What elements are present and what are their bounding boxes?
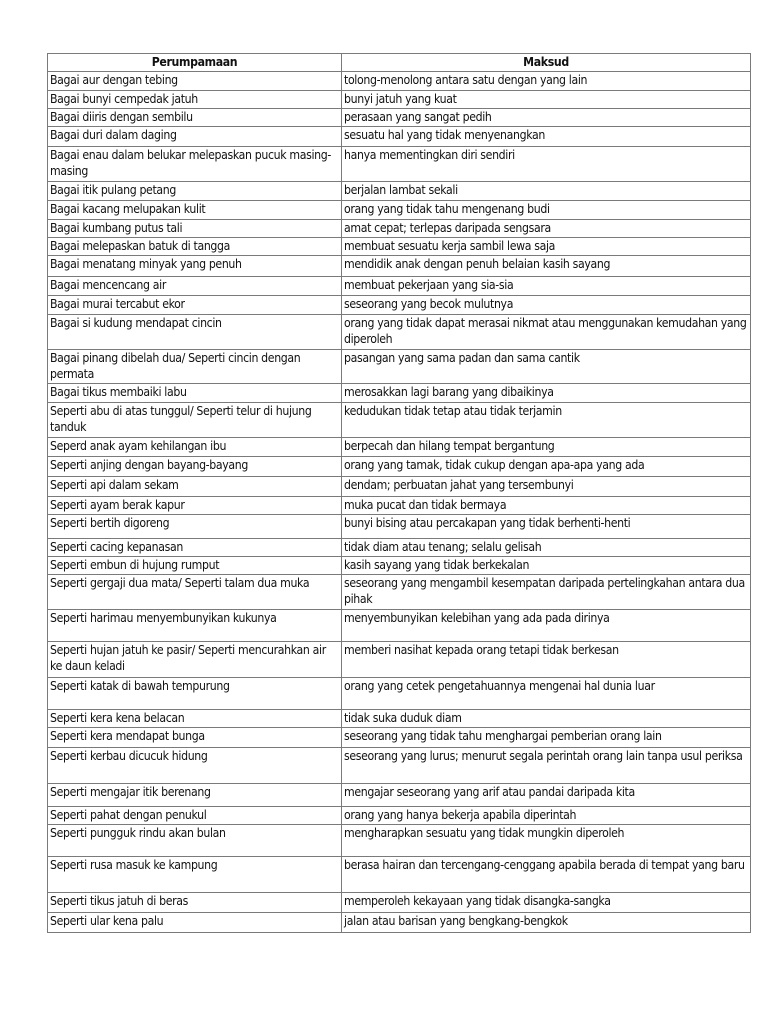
perumpamaan-cell: Seperti mengajar itik berenang (48, 784, 342, 807)
maksud-cell: seseorang yang becok mulutnya (342, 296, 751, 315)
table-row (48, 384, 751, 403)
table-row (48, 109, 751, 127)
maksud-cell: bunyi jatuh yang kuat (342, 91, 751, 109)
maksud-cell: memberi nasihat kepada orang tetapi tidak berkesan (342, 642, 751, 678)
maksud-cell: seseorang yang lurus; menurut segala perintah orang lain tanpa usul periksa (342, 748, 751, 784)
maksud-cell: menyembunyikan kelebihan yang ada pada dirinya (342, 610, 751, 642)
perumpamaan-cell: Bagai enau dalam belukar melepaskan pucuk masing-masing (48, 147, 342, 182)
perumpamaan-cell: Seperti cacing kepanasan (48, 539, 342, 557)
perumpamaan-cell: Seperti anjing dengan bayang-bayang (48, 457, 342, 477)
maksud-cell: tolong-menolong antara satu dengan yang lain (342, 72, 751, 91)
perumpamaan-cell: Seperti pahat dengan penukul (48, 807, 342, 825)
table-row (48, 557, 751, 575)
maksud-cell: amat cepat; terlepas daripada sengsara (342, 220, 751, 238)
maksud-cell: berpecah dan hilang tempat bergantung (342, 438, 751, 457)
maksud-cell: orang yang tamak, tidak cukup dengan apa-apa yang ada (342, 457, 751, 477)
perumpamaan-cell: Seperti api dalam sekam (48, 477, 342, 497)
table-row (48, 296, 751, 315)
maksud-cell: mengajar seseorang yang arif atau pandai daripada kita (342, 784, 751, 807)
perumpamaan-cell: Seperti gergaji dua mata/ Seperti talam dua muka (48, 575, 342, 610)
maksud-cell: merosakkan lagi barang yang dibaikinya (342, 384, 751, 403)
maksud-cell: memperoleh kekayaan yang tidak disangka-sangka (342, 893, 751, 913)
maksud-cell: dendam; perbuatan jahat yang tersembunyi (342, 477, 751, 497)
table-row (48, 238, 751, 256)
table-row (48, 72, 751, 91)
maksud-cell: orang yang tidak dapat merasai nikmat atau menggunakan kemudahan yang diperoleh (342, 315, 751, 350)
maksud-cell: mendidik anak dengan penuh belaian kasih sayang (342, 256, 751, 277)
maksud-cell: orang yang hanya bekerja apabila diperintah (342, 807, 751, 825)
perumpamaan-cell: Seperti tikus jatuh di beras (48, 893, 342, 913)
table-row (48, 539, 751, 557)
table-row (48, 438, 751, 457)
maksud-cell: seseorang yang mengambil kesempatan daripada pertelingkahan antara dua pihak (342, 575, 751, 610)
table-row (48, 728, 751, 748)
maksud-cell: pasangan yang sama padan dan sama cantik (342, 350, 751, 384)
maksud-cell: perasaan yang sangat pedih (342, 109, 751, 127)
perumpamaan-cell: Bagai menatang minyak yang penuh (48, 256, 342, 277)
table-row (48, 220, 751, 238)
table-row (48, 678, 751, 710)
maksud-cell: membuat pekerjaan yang sia-sia (342, 277, 751, 296)
perumpamaan-cell: Seperti ular kena palu (48, 913, 342, 933)
maksud-cell: membuat sesuatu kerja sambil lewa saja (342, 238, 751, 256)
maksud-cell: kasih sayang yang tidak berkekalan (342, 557, 751, 575)
maksud-cell: kedudukan tidak tetap atau tidak terjamin (342, 403, 751, 438)
maksud-cell: tidak suka duduk diam (342, 710, 751, 728)
table-row (48, 350, 751, 384)
table-row (48, 277, 751, 296)
perumpamaan-cell: Seperti hujan jatuh ke pasir/ Seperti mencurahkan air ke daun keladi (48, 642, 342, 678)
table-row (48, 784, 751, 807)
perumpamaan-cell: Bagai murai tercabut ekor (48, 296, 342, 315)
table-row (48, 857, 751, 893)
perumpamaan-cell: Seperti bertih digoreng (48, 515, 342, 539)
table-row (48, 497, 751, 515)
perumpamaan-cell: Bagai duri dalam daging (48, 127, 342, 147)
maksud-cell: orang yang cetek pengetahuannya mengenai hal dunia luar (342, 678, 751, 710)
table-row (48, 825, 751, 857)
table-row (48, 403, 751, 438)
perumpamaan-cell: Bagai mencencang air (48, 277, 342, 296)
perumpamaan-cell: Seperti kera kena belacan (48, 710, 342, 728)
perumpamaan-cell: Seperti ayam berak kapur (48, 497, 342, 515)
maksud-cell: bunyi bising atau percakapan yang tidak berhenti-henti (342, 515, 751, 539)
perumpamaan-cell: Bagai kumbang putus tali (48, 220, 342, 238)
perumpamaan-cell: Seperti abu di atas tunggul/ Seperti telur di hujung tanduk (48, 403, 342, 438)
table-row (48, 457, 751, 477)
table-row (48, 315, 751, 350)
maksud-cell: seseorang yang tidak tahu menghargai pemberian orang lain (342, 728, 751, 748)
perumpamaan-cell: Seperti harimau menyembunyikan kukunya (48, 610, 342, 642)
table-row (48, 642, 751, 678)
table-header-row (48, 54, 751, 72)
table-row (48, 575, 751, 610)
table-row (48, 515, 751, 539)
table-row (48, 256, 751, 277)
maksud-cell: mengharapkan sesuatu yang tidak mungkin diperoleh (342, 825, 751, 857)
perumpamaan-cell: Seperti kera mendapat bunga (48, 728, 342, 748)
perumpamaan-cell: Bagai tikus membaiki labu (48, 384, 342, 403)
perumpamaan-cell: Bagai melepaskan batuk di tangga (48, 238, 342, 256)
perumpamaan-cell: Bagai kacang melupakan kulit (48, 201, 342, 220)
perumpamaan-cell: Seperti pungguk rindu akan bulan (48, 825, 342, 857)
table-row (48, 913, 751, 933)
table-row (48, 182, 751, 201)
perumpamaan-cell: Seperti kerbau dicucuk hidung (48, 748, 342, 784)
table-row (48, 147, 751, 182)
maksud-cell: tidak diam atau tenang; selalu gelisah (342, 539, 751, 557)
table-row (48, 91, 751, 109)
table-row (48, 127, 751, 147)
maksud-cell: hanya mementingkan diri sendiri (342, 147, 751, 182)
table-row (48, 748, 751, 784)
table-row (48, 893, 751, 913)
perumpamaan-cell: Seperti embun di hujung rumput (48, 557, 342, 575)
maksud-cell: jalan atau barisan yang bengkang-bengkok (342, 913, 751, 933)
table-row (48, 201, 751, 220)
maksud-cell: sesuatu hal yang tidak menyenangkan (342, 127, 751, 147)
table-row (48, 807, 751, 825)
header-perumpamaan: Perumpamaan (48, 54, 342, 72)
perumpamaan-cell: Bagai pinang dibelah dua/ Seperti cincin dengan permata (48, 350, 342, 384)
perumpamaan-table (47, 53, 751, 933)
table-row (48, 477, 751, 497)
table-row (48, 610, 751, 642)
perumpamaan-cell: Seperd anak ayam kehilangan ibu (48, 438, 342, 457)
table-row (48, 710, 751, 728)
maksud-cell: berasa hairan dan tercengang-cenggang apabila berada di tempat yang baru (342, 857, 751, 893)
maksud-cell: berjalan lambat sekali (342, 182, 751, 201)
header-maksud: Maksud (342, 54, 751, 72)
perumpamaan-cell: Bagai si kudung mendapat cincin (48, 315, 342, 350)
perumpamaan-cell: Bagai aur dengan tebing (48, 72, 342, 91)
perumpamaan-cell: Seperti rusa masuk ke kampung (48, 857, 342, 893)
perumpamaan-cell: Bagai bunyi cempedak jatuh (48, 91, 342, 109)
perumpamaan-cell: Bagai itik pulang petang (48, 182, 342, 201)
maksud-cell: orang yang tidak tahu mengenang budi (342, 201, 751, 220)
perumpamaan-cell: Seperti katak di bawah tempurung (48, 678, 342, 710)
perumpamaan-cell: Bagai diiris dengan sembilu (48, 109, 342, 127)
maksud-cell: muka pucat dan tidak bermaya (342, 497, 751, 515)
